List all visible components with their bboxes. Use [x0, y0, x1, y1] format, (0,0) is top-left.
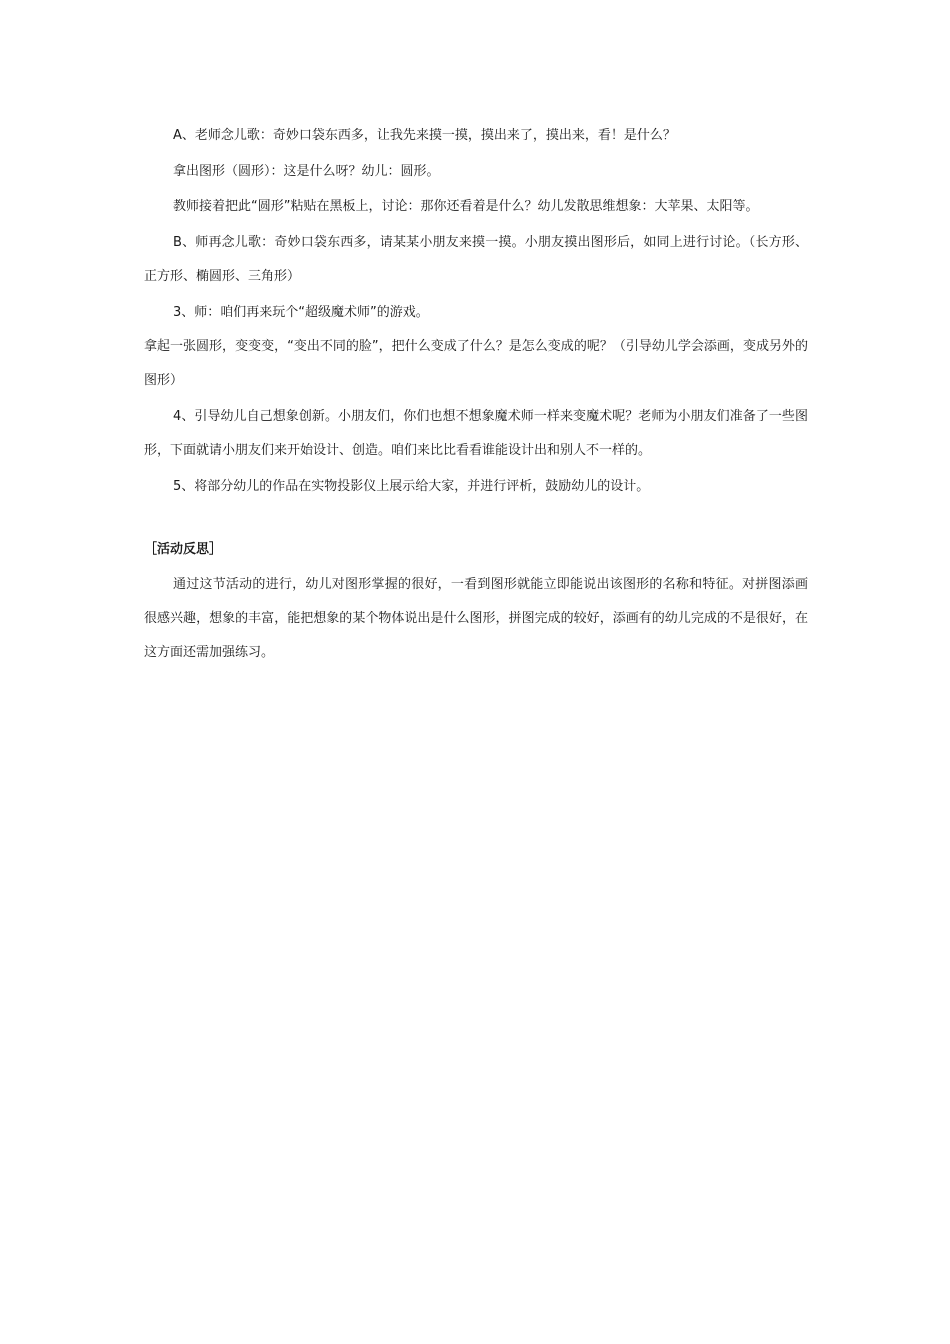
- paragraph-b: B、师再念儿歌：奇妙口袋东西多，请某某小朋友来摸一摸。小朋友摸出图形后，如同上进行讨论。（长方形、正方形、椭圆形、三角形）: [144, 235, 808, 284]
- paragraph-discussion: 教师接着把此“圆形”粘贴在黑板上，讨论：那你还看着是什么？幼儿发散思维想象：大苹果、太阳等。: [173, 199, 759, 214]
- paragraph-magic: 拿起一张圆形，变变变，“变出不同的脸”，把什么变成了什么？是怎么变成的呢？（引导幼儿学会添画，变成另外的图形）: [144, 339, 808, 388]
- paragraph-step-3: 3、师：咱们再来玩个“超级魔术师”的游戏。: [173, 305, 429, 320]
- reflection-body: 通过这节活动的进行，幼儿对图形掌握的很好，一看到图形就能立即能说出该图形的名称和特征。对拼图添画很感兴趣，想象的丰富，能把想象的某个物体说出是什么图形，拼图完成的较好，添画有的幼儿完成的不是很好，在这方面还需加强练习。: [144, 577, 808, 660]
- paragraph-step-5: 5、将部分幼儿的作品在实物投影仪上展示给大家，并进行评析，鼓励幼儿的设计。: [173, 479, 650, 494]
- reflection-heading: ［活动反思］: [144, 542, 223, 557]
- paragraph-step-4: 4、引导幼儿自己想象创新。小朋友们，你们也想不想象魔术师一样来变魔术呢？老师为小朋友们准备了一些图形，下面就请小朋友们来开始设计、创造。咱们来比比看看谁能设计出和别人不一样的。: [144, 409, 808, 458]
- paragraph-circle: 拿出图形（圆形）：这是什么呀？幼儿：圆形。: [173, 164, 440, 179]
- paragraph-a: A、老师念儿歌：奇妙口袋东西多，让我先来摸一摸，摸出来了，摸出来，看！是什么？: [173, 128, 676, 143]
